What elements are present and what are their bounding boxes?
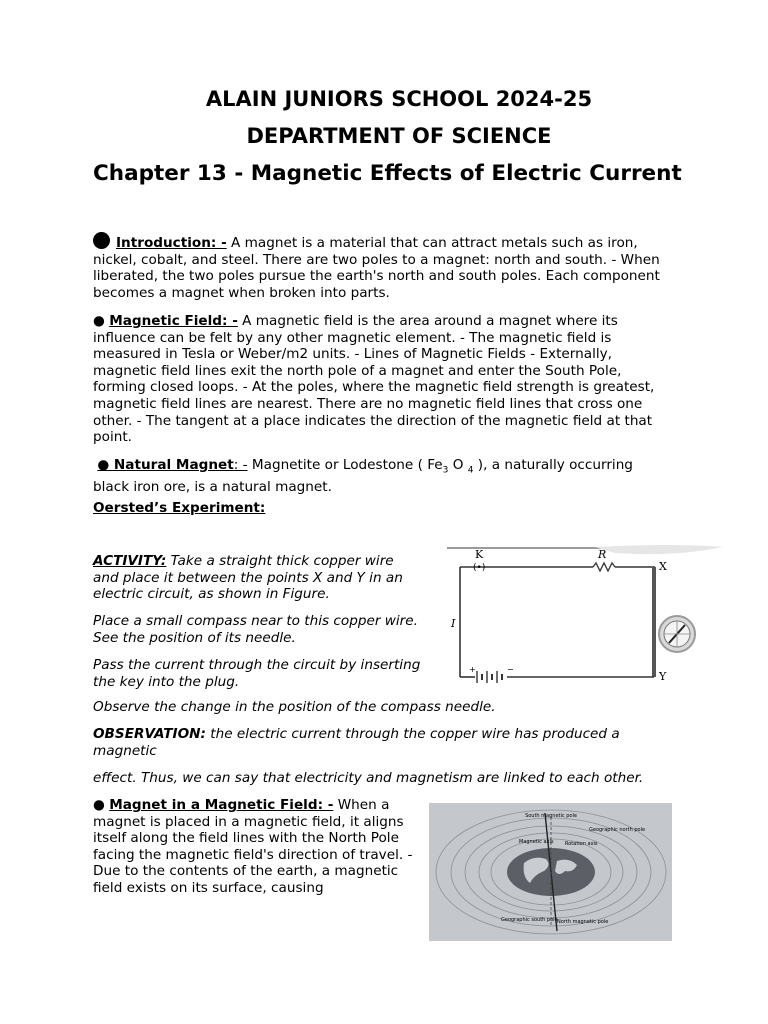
activity-step-2: Pass the current through the circuit by inserting the key into the plug.	[93, 657, 421, 690]
natural-magnet-text-mid: O	[448, 457, 468, 473]
observation-label: OBSERVATION:	[93, 726, 206, 742]
introduction-label: Introduction: -	[116, 235, 227, 251]
rotation-axis-label: Rotation axis	[565, 841, 598, 847]
label-i: I	[451, 617, 456, 630]
natural-magnet-text-before: Magnetite or Lodestone ( Fe	[247, 457, 443, 473]
department-title: DEPARTMENT OF SCIENCE	[246, 124, 552, 148]
resistor-icon	[593, 563, 615, 571]
battery-plus-label: +	[469, 665, 476, 674]
magnetic-axis-label: Magnetic axis	[519, 839, 554, 845]
magnet-in-field-paragraph	[93, 797, 423, 897]
observation-text: the electric current through the copper wire has produced a magnetic	[93, 726, 620, 759]
circuit-top-shadow	[595, 545, 723, 554]
chapter-title: Chapter 13 - Magnetic Effects of Electric Current	[93, 161, 682, 186]
subscript-4: 4	[467, 465, 474, 476]
observation-paragraph	[93, 726, 668, 759]
activity-paragraph	[93, 553, 423, 603]
subscript-3: 3	[442, 465, 449, 476]
natural-magnet-text-after: ), a naturally occurring black iron ore, is a natural magnet.	[93, 457, 633, 496]
oersted-circuit-figure	[445, 543, 725, 688]
bullet-icon: ●	[93, 797, 105, 813]
magnetic-field-text: A magnetic field is the area around a magnet where its influence can be felt by any other magnetic element. - The magnetic field is measured in Tesla or Weber/m2 units. - Lines of Magnetic Fields - Externally, magnetic field lines exit the north pole of a magnet and enter the South Pole, forming closed loops. - At the poles, where the magnetic field strength is greatest, magnetic field lines are nearest. There are no magnetic field lines that cross one other. - The tangent at a place indicates the direction of the magnetic field at that point.	[93, 313, 655, 446]
introduction-paragraph	[93, 232, 668, 301]
magnetic-field-paragraph	[93, 313, 665, 446]
geographic-south-pole-label: Geographic south pole	[501, 917, 558, 923]
activity-label: ACTIVITY:	[93, 553, 167, 569]
activity-step-1: Place a small compass near to this copper wire. See the position of its needle.	[93, 613, 418, 646]
oersted-heading: Oersted’s Experiment:	[93, 500, 266, 516]
magnet-in-field-label: Magnet in a Magnetic Field: -	[109, 797, 334, 813]
label-x: X	[659, 560, 667, 573]
natural-magnet-paragraph	[93, 457, 663, 496]
earth-magnetic-field-figure	[429, 803, 672, 941]
geographic-north-pole-label: Geographic north pole	[589, 827, 646, 833]
battery-icon	[477, 671, 502, 683]
observation-line-2: effect. Thus, we can say that electricity and magnetism are linked to each other.	[93, 770, 644, 786]
battery-minus-label: −	[507, 665, 514, 674]
magnetic-field-label: Magnetic Field: -	[109, 313, 238, 329]
magnet-in-field-text: When a magnet is placed in a magnetic field, it aligns itself along the field lines with the North Pole facing the magnetic field's direction of travel. - Due to the contents of the earth, a magnetic field exists on its surface, causing	[93, 797, 413, 896]
activity-step-3: Observe the change in the position of the compass needle.	[93, 699, 496, 715]
natural-magnet-label: ● Natural Magnet	[97, 457, 234, 473]
bullet-icon	[93, 232, 110, 249]
north-magnetic-pole-label: North magnetic pole	[557, 919, 609, 925]
key-symbol: (•)	[473, 563, 486, 573]
bullet-icon: ●	[93, 313, 105, 329]
label-k: K	[475, 548, 484, 561]
south-magnetic-pole-label: South magnetic pole	[525, 813, 577, 819]
compass-icon	[659, 616, 695, 652]
introduction-text: A magnet is a material that can attract metals such as iron, nickel, cobalt, and steel. There are two poles to a magnet: north and south. - When liberated, the two poles pursue the earth's north and south poles. Each component becomes a magnet when broken into parts.	[93, 235, 660, 301]
natural-magnet-label-suffix: : -	[233, 457, 248, 473]
activity-text: Take a straight thick copper wire and place it between the points X and Y in an electric circuit, as shown in Figure.	[93, 553, 403, 603]
label-r: R	[598, 548, 607, 561]
school-title: ALAIN JUNIORS SCHOOL 2024-25	[205, 87, 593, 111]
label-y: Y	[659, 670, 667, 683]
